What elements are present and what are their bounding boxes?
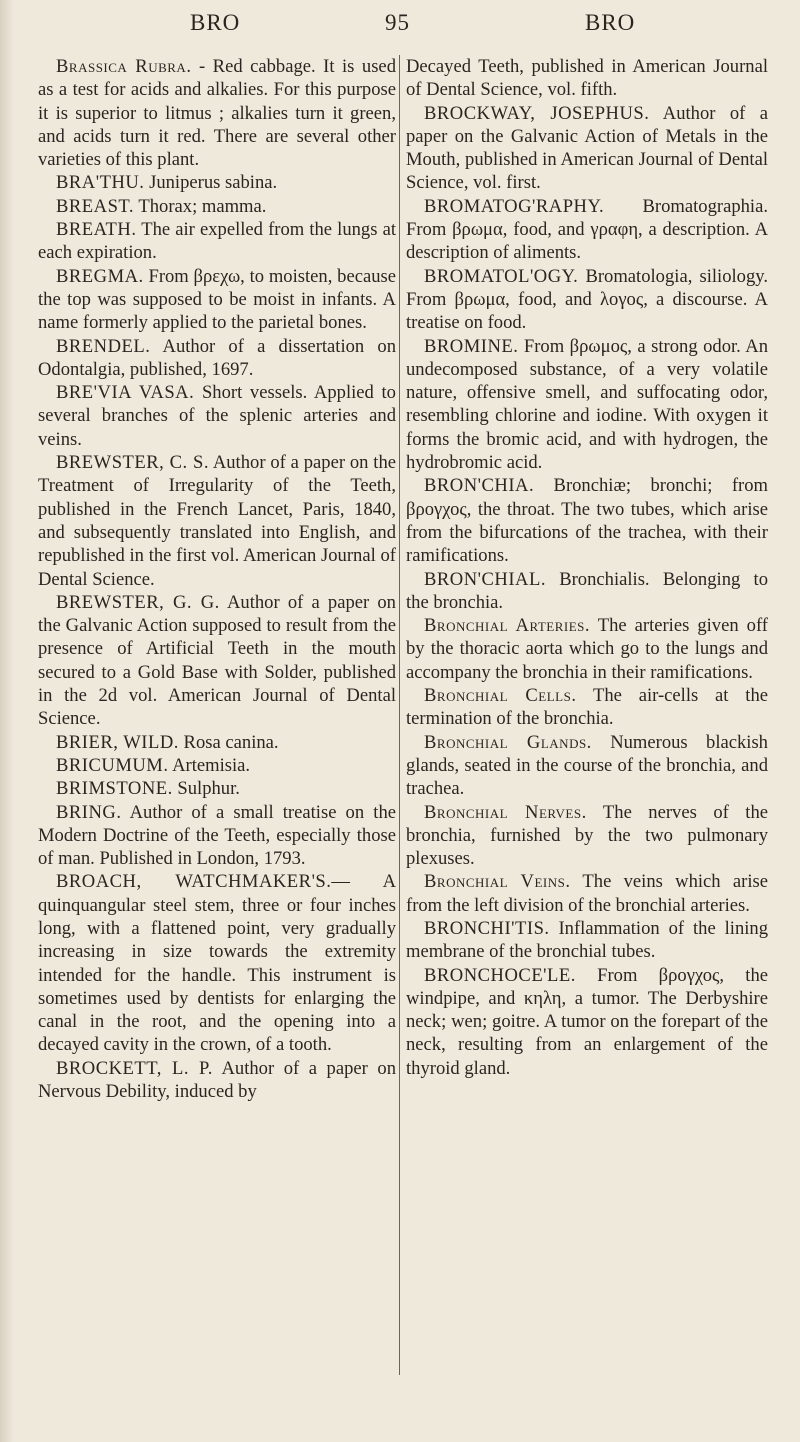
dictionary-entry xyxy=(38,1057,396,1104)
entry-definition: Sulphur. xyxy=(172,778,240,800)
entry-headword: BRA'THU. xyxy=(56,172,145,194)
entry-headword: BRE'VIA VASA. xyxy=(56,382,195,404)
entry-definition: Author of a paper on Nervous Debility, induced by xyxy=(38,1057,396,1103)
entry-headword: BRING. xyxy=(56,801,122,823)
entry-definition: Artemisia. xyxy=(168,754,251,776)
entry-definition: Author of a dissertation on Odontalgia, published, 1697. xyxy=(38,335,396,380)
entry-definition: Inflammation of the lining membrane of the bronchial tubes. xyxy=(406,917,768,963)
entry-definition: The nerves of the bronchia, furnished by the two pulmonary plexuses. xyxy=(406,801,768,870)
entry-definition: Short vessels. Applied to several branches of the splenic arteries and veins. xyxy=(38,382,396,450)
header-left-guideword: BRO xyxy=(190,10,241,35)
entry-headword: BRON'CHIAL. xyxy=(424,568,546,590)
dictionary-entry xyxy=(38,218,396,265)
entry-headword: Bronchial Arteries. xyxy=(424,615,591,637)
entry-definition: Author of a paper on the Treatment of Irregularity of the Teeth, published in the French Lancet, Paris, 1840, and subsequently translated into English, and republished in the first vol. American Journal of Dental Science. xyxy=(38,452,397,590)
entry-definition: From βρεχω, to moisten, because the top was supposed to be moist in infants. A name formerly applied to the parietal bones. xyxy=(38,265,396,334)
dictionary-entry xyxy=(406,474,768,567)
entry-definition: Bronchialis. Belonging to the bronchia. xyxy=(406,568,768,613)
entry-headword: BREWSTER, C. S. xyxy=(56,452,210,474)
entry-headword: BROMATOG'RAPHY. xyxy=(424,195,605,217)
dictionary-entry xyxy=(38,731,396,754)
dictionary-entry xyxy=(38,754,396,777)
entry-definition: Juniperus sabina. xyxy=(144,172,278,194)
dictionary-entry xyxy=(406,55,768,102)
page-edge-shadow xyxy=(0,0,14,1442)
dictionary-entry xyxy=(38,171,396,194)
dictionary-entry xyxy=(38,451,396,591)
dictionary-entry xyxy=(406,801,768,871)
dictionary-entry xyxy=(38,265,396,335)
column-divider xyxy=(399,55,400,1375)
entry-definition: From βρωμος, a strong odor. An undecomposed substance, of a very volatile nature, offensive smell, and suffocating odor, resembling chlorine and iodine. With oxygen it forms the bromic acid, and with hydrogen, the hydrobromic acid. xyxy=(406,335,768,474)
entry-definition: — A quinquangular steel stem, three or four inches long, with a flattened point, very gradually increasing in size towards the extremity intended for the handle. This instrument is sometimes used by dentists for enlarging the canal in the root, and the opening into a decayed cavity in the crown, of a tooth. xyxy=(38,871,396,1056)
entry-headword: BRIMSTONE. xyxy=(56,778,173,800)
entry-headword: BROCKWAY, JOSEPHUS. xyxy=(424,102,650,124)
entry-headword: BRIER, WILD. xyxy=(56,731,179,753)
dictionary-entry xyxy=(406,102,768,195)
entry-definition: Numerous blackish glands, seated in the course of the bronchia, and trachea. xyxy=(406,731,768,800)
dictionary-entry xyxy=(38,870,396,1056)
entry-headword: Bronchial Veins. xyxy=(424,871,571,893)
running-header xyxy=(0,10,800,50)
dictionary-entry xyxy=(38,777,396,800)
entry-definition: Bromatologia, siliology. From βρωμα, food, and λογος, a discourse. A treatise on food. xyxy=(406,265,768,334)
entry-headword: BRONCHOCE'LE. xyxy=(424,964,576,986)
dictionary-entry xyxy=(38,55,396,171)
right-column xyxy=(406,55,768,1080)
dictionary-entry xyxy=(406,870,768,917)
entry-headword: Brassica Rubra. xyxy=(56,56,192,77)
entry-headword: Bronchial Glands. xyxy=(424,731,592,753)
dictionary-entry xyxy=(406,964,768,1080)
entry-definition: The veins which arise from the left division of the bronchial arteries. xyxy=(406,871,768,916)
entry-headword: BREATH. xyxy=(56,219,137,241)
entry-definition: Thorax; mamma. xyxy=(134,195,267,217)
dictionary-entry xyxy=(38,195,396,218)
dictionary-entry xyxy=(406,335,768,475)
entry-definition: Decayed Teeth, published in American Journal of Dental Science, vol. fifth. xyxy=(406,56,768,101)
entry-headword: BREWSTER, G. G. xyxy=(56,591,220,613)
entry-definition: Author of a paper on the Galvanic Action of Metals in the Mouth, published in American Journal of Dental Science, vol. first. xyxy=(406,102,768,194)
dictionary-entry xyxy=(406,265,768,335)
entry-definition: Author of a paper on the Galvanic Action supposed to result from the presence of Artificial Teeth in the mouth secured to a Gold Base with Solder, published in the 2d vol. American Journal of Dental Science. xyxy=(38,591,396,730)
entry-headword: Bronchial Cells. xyxy=(424,685,577,707)
left-column xyxy=(38,55,396,1103)
page-number: 95 xyxy=(385,10,410,35)
dictionary-entry xyxy=(38,591,396,731)
entry-headword: BROCKETT, L. P. xyxy=(56,1057,213,1079)
entry-headword: BREAST. xyxy=(56,195,135,217)
entry-headword: BRENDEL. xyxy=(56,335,151,357)
dictionary-entry xyxy=(38,801,396,871)
entry-headword: BRICUMUM. xyxy=(56,754,169,776)
entry-headword: BROMATOL'OGY. xyxy=(424,265,579,287)
entry-headword: BRON'CHIA. xyxy=(424,475,535,497)
entry-definition: The arteries given off by the thoracic aorta which go to the lungs and accompany the bronchia in their ramifications. xyxy=(406,615,768,683)
entry-headword: BREGMA. xyxy=(56,265,144,287)
dictionary-entry xyxy=(38,335,396,382)
dictionary-entry xyxy=(38,381,396,451)
dictionary-entry xyxy=(406,917,768,964)
entry-headword: Bronchial Nerves. xyxy=(424,801,587,823)
header-right-guideword: BRO xyxy=(585,10,636,35)
entry-definition: - Red cabbage. It is used as a test for acids and alkalies. For this purpose it is superior to litmus ; alkalies turn it green, and acids turn it red. There are several other varieties of this plant. xyxy=(38,56,396,171)
dictionary-entry xyxy=(406,684,768,731)
entry-definition: The air-cells at the termination of the bronchia. xyxy=(406,685,768,730)
entry-definition: Rosa canina. xyxy=(178,731,279,753)
entry-definition: Bronchiæ; bronchi; from βρογχος, the throat. The two tubes, which arise from the bifurcations of the trachea, with their ramifications. xyxy=(406,475,768,567)
entry-definition: Author of a small treatise on the Modern Doctrine of the Teeth, especially those of man. Published in London, 1793. xyxy=(38,801,396,870)
dictionary-entry xyxy=(406,731,768,801)
entry-headword: BROMINE. xyxy=(424,335,519,357)
entry-definition: Bromatographia. From βρωμα, food, and γραφη, a description. A description of aliments. xyxy=(406,195,768,264)
dictionary-entry xyxy=(406,614,768,684)
entry-headword: BROACH, WATCHMAKER'S. xyxy=(56,871,332,893)
entry-definition: From βρογχος, the windpipe, and κηλη, a tumor. The Derbyshire neck; wen; goitre. A tumor on the forepart of the neck, resulting from an enlargement of the thyroid gland. xyxy=(406,964,768,1079)
entry-headword: BRONCHI'TIS. xyxy=(424,917,550,939)
dictionary-entry xyxy=(406,568,768,615)
dictionary-entry xyxy=(406,195,768,265)
entry-definition: The air expelled from the lungs at each expiration. xyxy=(38,219,396,264)
